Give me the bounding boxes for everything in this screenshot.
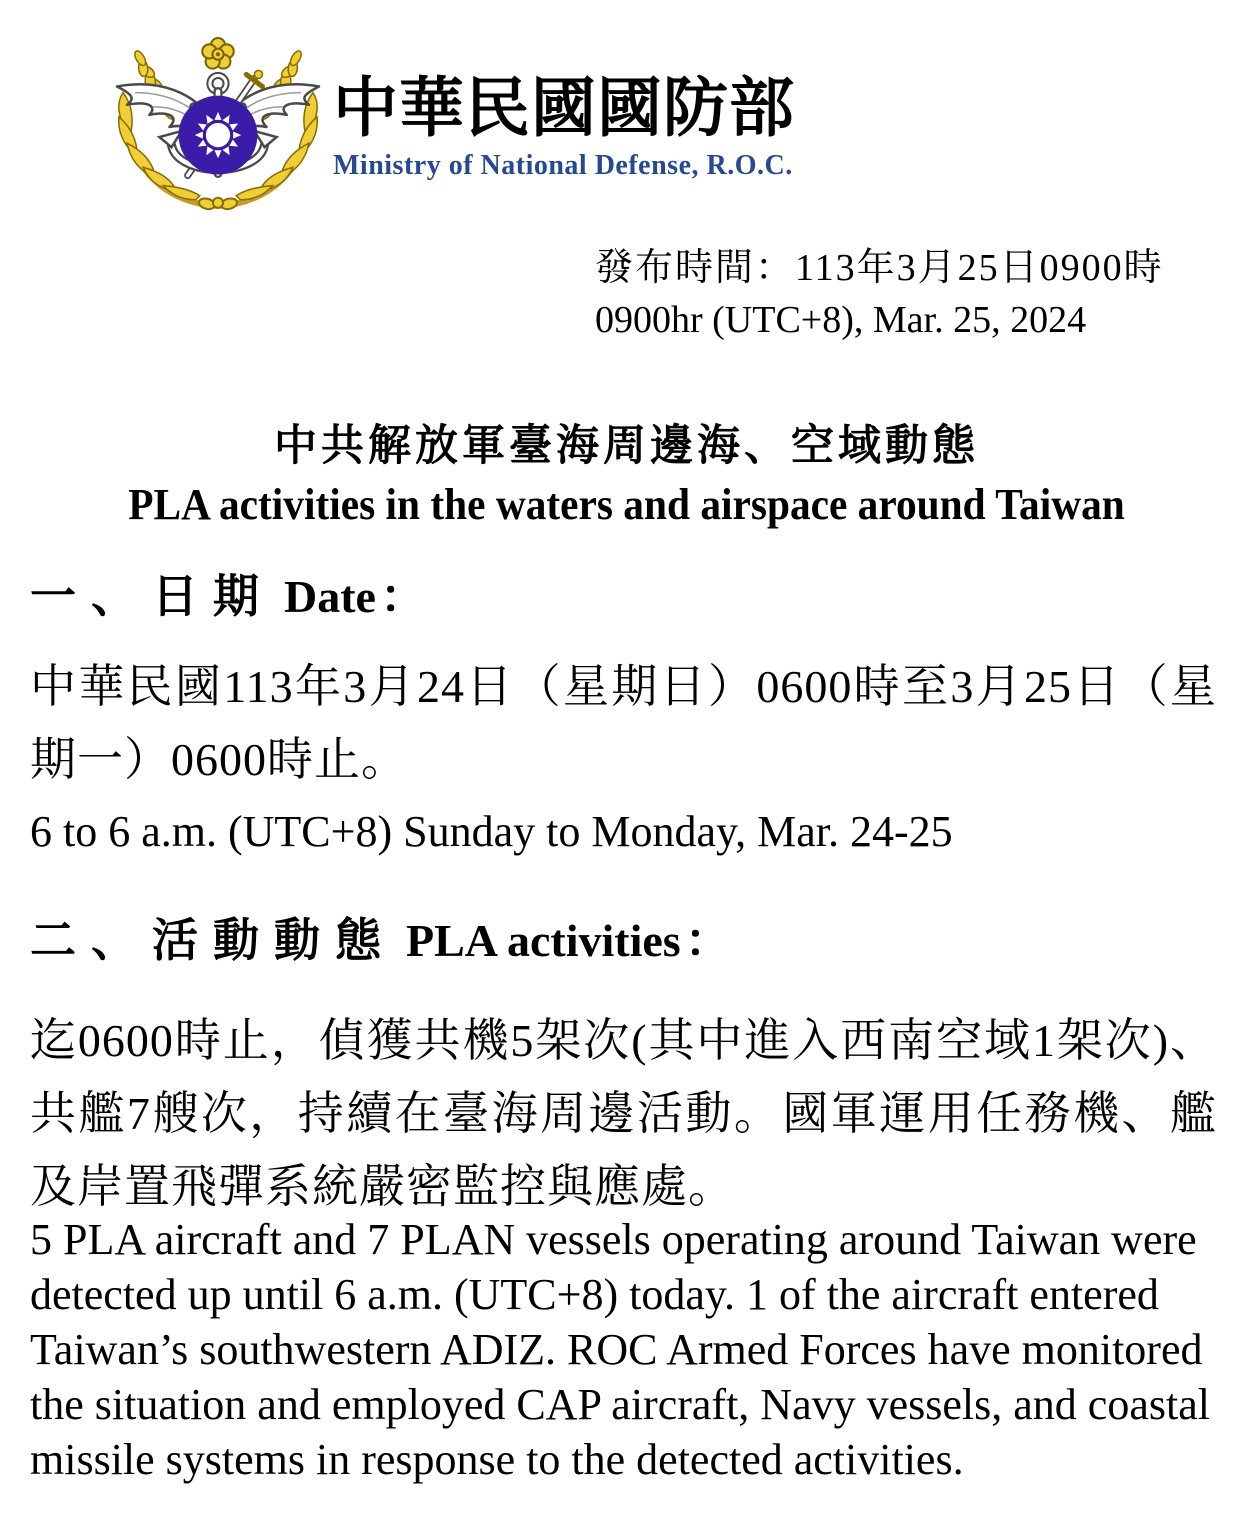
section-heading-activities-en: PLA activities — [406, 915, 681, 966]
document-title — [0, 412, 1253, 530]
org-name-zh: 中華民國國防部 — [333, 73, 796, 145]
section-heading-date — [30, 560, 426, 626]
mnd-emblem-icon — [106, 34, 330, 224]
date-paragraph-zh: 中華民國113年3月24日（星期日）0600時至3月25日（星期一）0600時止。 — [30, 661, 1217, 785]
section-heading-activities-zh: 二、活動動態 — [30, 915, 396, 966]
release-time-en: 0900hr (UTC+8), Mar. 25, 2024 — [595, 299, 1087, 341]
activities-paragraph-en: 5 PLA aircraft and 7 PLAN vessels operating around Taiwan were detected up until 6 a.m. (UTC+8) today. 1 of the aircraft entered Taiwan’s southwestern ADIZ. ROC Armed Forces have monitored the situation and employed CAP aircraft, Navy vessels, and coastal missile systems in response to the detected activities. — [30, 1215, 1210, 1484]
letterhead — [333, 72, 795, 182]
section-heading-date-zh: 一、日期 — [30, 571, 274, 622]
date-paragraph-en: 6 to 6 a.m. (UTC+8) Sunday to Monday, Mar. 24-25 — [30, 807, 953, 856]
blue-sun-disc — [179, 96, 258, 175]
section-heading-activities — [30, 904, 731, 970]
plum-blossom — [202, 38, 234, 69]
section-heading-date-colon: ： — [379, 571, 426, 622]
wreath-knot — [198, 197, 238, 211]
org-name-en: Ministry of National Defense, R.O.C. — [333, 149, 793, 181]
section-heading-date-en: Date — [284, 571, 376, 622]
activities-paragraph-zh: 迄0600時止，偵獲共機5架次(其中進入西南空域1架次)、共艦7艘次，持續在臺海周邊活動。國軍運用任務機、艦及岸置飛彈系統嚴密監控與應處。 — [30, 1015, 1217, 1212]
release-time — [595, 242, 1164, 346]
section-heading-activities-colon: ： — [684, 915, 731, 966]
document-title-en: PLA activities in the waters and airspace around Taiwan — [128, 480, 1125, 529]
release-time-zh: 發布時間：113年3月25日0900時 — [595, 247, 1164, 289]
document-title-zh: 中共解放軍臺海周邊海、空域動態 — [274, 423, 979, 470]
